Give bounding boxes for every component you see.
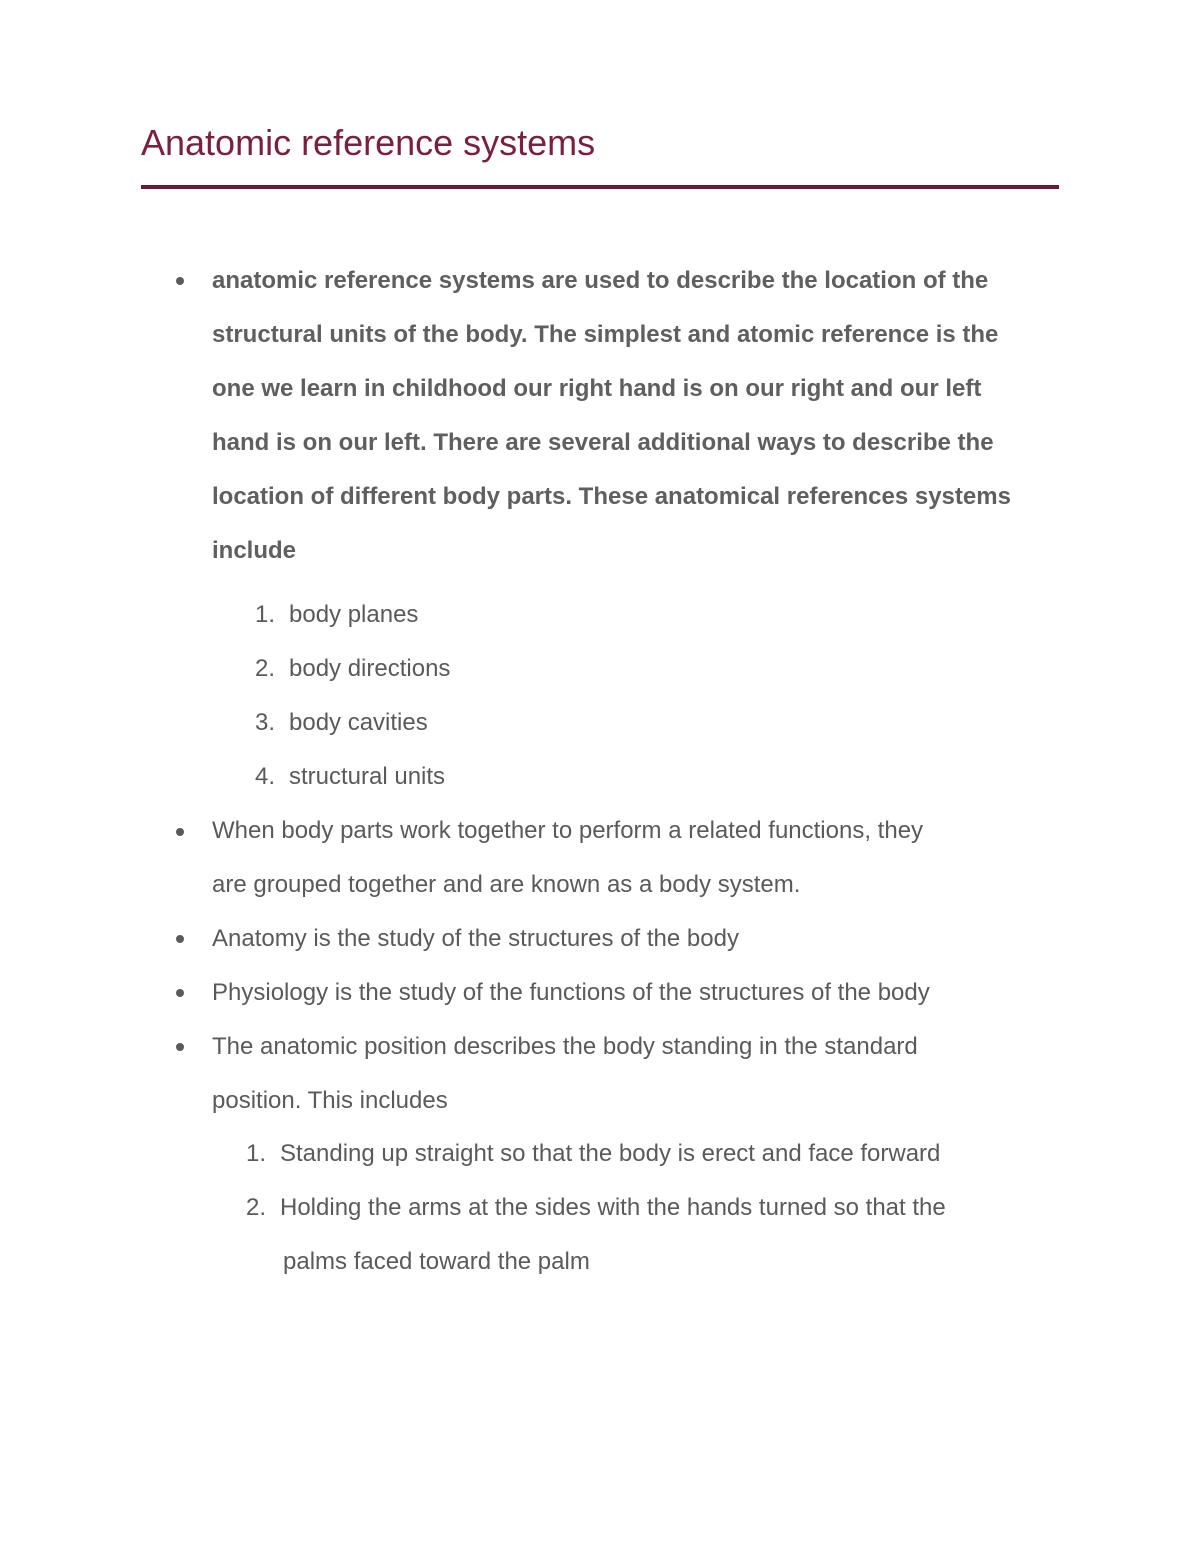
list-number: 1. xyxy=(255,601,276,628)
bullet-paragraph-physiology xyxy=(212,966,1072,1020)
list-item xyxy=(246,1127,940,1181)
paragraph-line: Physiology is the study of the functions of the structures of the body xyxy=(212,979,930,1006)
list-item-continuation xyxy=(283,1235,590,1289)
list-number: 3. xyxy=(255,709,276,736)
list-number: 2. xyxy=(246,1194,267,1221)
list-item xyxy=(255,642,450,696)
paragraph-line: structural units of the body. The simplest and atomic reference is the xyxy=(212,321,999,348)
list-item xyxy=(255,696,428,750)
paragraph-line: are grouped together and are known as a body system. xyxy=(212,871,801,898)
bullet-icon xyxy=(176,1043,184,1051)
paragraph-line: one we learn in childhood our right hand is on our right and our left xyxy=(212,375,982,402)
list-item xyxy=(255,588,418,642)
bullet-icon xyxy=(176,277,184,285)
paragraph-line: When body parts work together to perform a related functions, they xyxy=(212,817,924,844)
list-item-text: body directions xyxy=(289,655,451,682)
list-number: 1. xyxy=(246,1140,267,1167)
list-item-text: body cavities xyxy=(289,709,428,736)
list-item-text: Holding the arms at the sides with the hands turned so that the xyxy=(280,1194,946,1221)
list-item-text: body planes xyxy=(289,601,419,628)
paragraph-line: The anatomic position describes the body standing in the standard xyxy=(212,1033,918,1060)
paragraph-line: Anatomy is the study of the structures of the body xyxy=(212,925,739,952)
list-item xyxy=(246,1181,946,1235)
list-number: 2. xyxy=(255,655,276,682)
page-title: Anatomic reference systems xyxy=(141,122,596,163)
bullet-icon xyxy=(176,989,184,997)
title-divider xyxy=(141,185,1059,189)
paragraph-line: anatomic reference systems are used to describe the location of the xyxy=(212,267,989,294)
bullet-icon xyxy=(176,935,184,943)
bullet-paragraph-body-system xyxy=(212,804,1072,912)
bullet-icon xyxy=(176,828,184,836)
bullet-paragraph-reference-systems xyxy=(212,254,1072,578)
paragraph-line: position. This includes xyxy=(212,1087,448,1114)
list-item-text: structural units xyxy=(289,763,446,790)
paragraph-line: include xyxy=(212,537,297,564)
list-item xyxy=(255,750,445,804)
list-item-text: palms faced toward the palm xyxy=(283,1248,590,1275)
list-number: 4. xyxy=(255,763,276,790)
paragraph-line: location of different body parts. These anatomical references systems xyxy=(212,483,1011,510)
paragraph-line: hand is on our left. There are several additional ways to describe the xyxy=(212,429,994,456)
bullet-paragraph-anatomy xyxy=(212,912,1072,966)
list-item-text: Standing up straight so that the body is erect and face forward xyxy=(280,1140,941,1167)
bullet-paragraph-anatomic-position xyxy=(212,1020,1072,1128)
